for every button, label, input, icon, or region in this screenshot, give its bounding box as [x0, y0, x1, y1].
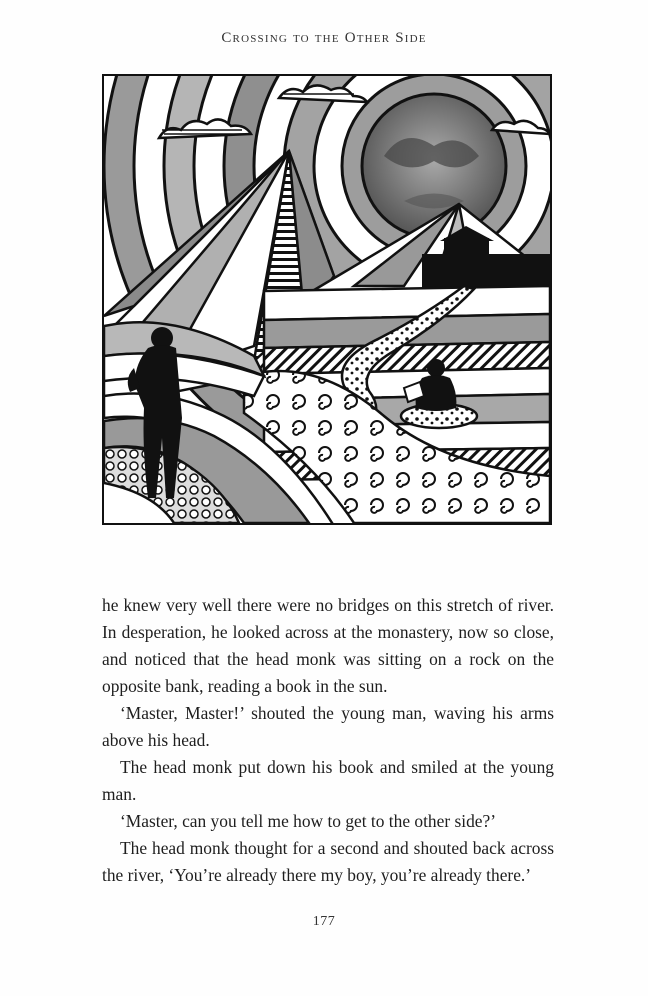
chapter-illustration — [102, 74, 552, 525]
page-number: 177 — [312, 914, 336, 929]
illustration-art — [104, 76, 550, 523]
paragraph-1: he knew very well there were no bridges on this stretch of river. In desperation, he looked across at the monastery, now so close, and noticed that the head monk was sitting on a rock on the opposite bank, reading a book in the sun. — [102, 595, 554, 696]
paragraph-5: The head monk thought for a second and shouted back across the river, ‘You’re already there my boy, you’re already there.’ — [102, 838, 554, 885]
paragraph-2: ‘Master, Master!’ shouted the young man, waving his arms above his head. — [102, 703, 554, 750]
paragraph-4: ‘Master, can you tell me how to get to the other side?’ — [120, 811, 496, 831]
paragraph-3: The head monk put down his book and smiled at the young man. — [102, 757, 554, 804]
moon — [362, 94, 506, 238]
body-text — [102, 592, 554, 889]
running-head: Crossing to the Other Side — [221, 30, 427, 46]
